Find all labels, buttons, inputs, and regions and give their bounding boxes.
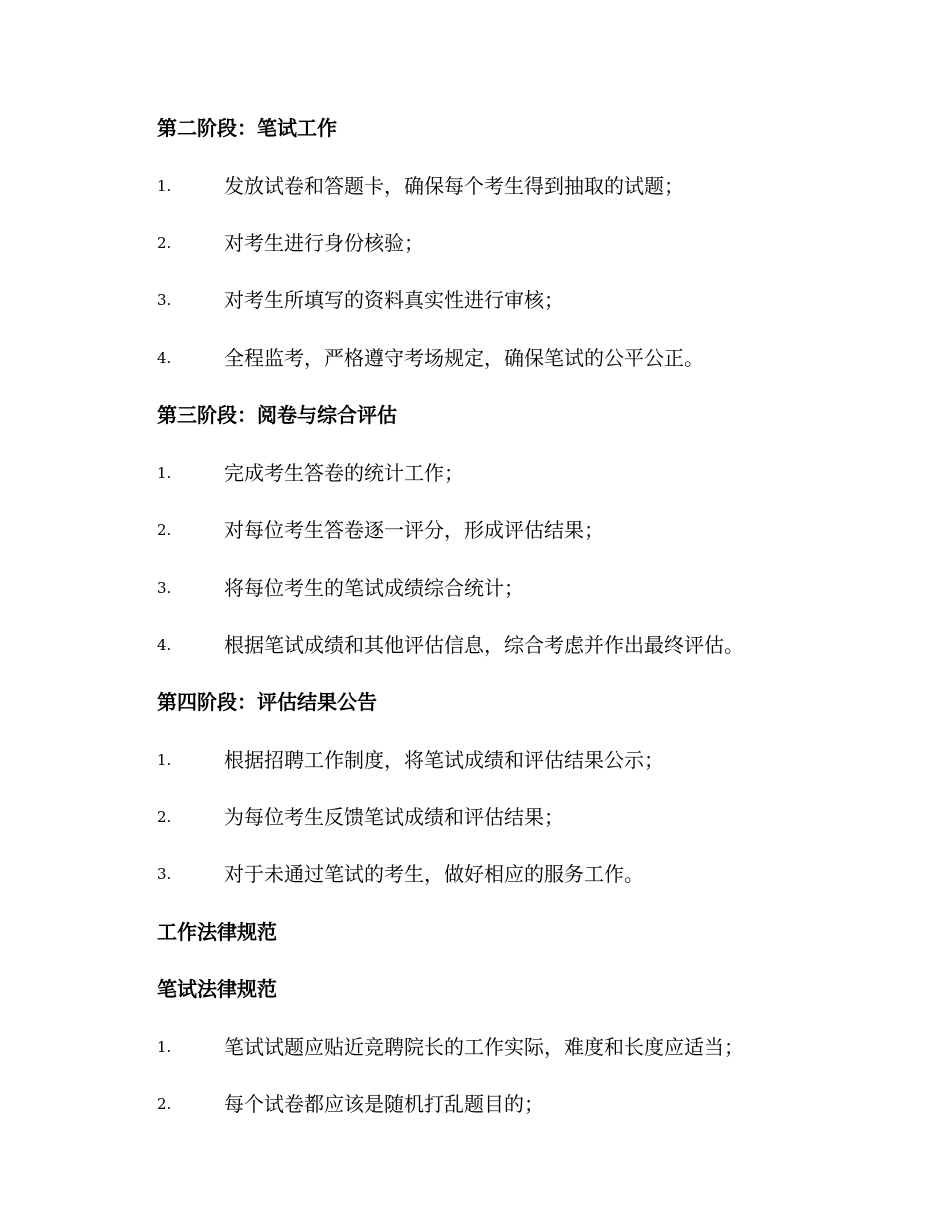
list-item [0,797,950,837]
list-item-number: 1. [157,751,172,769]
section-heading-row [0,682,950,722]
list-item-text: 对每位考生答卷逐一评分，形成评估结果； [224,518,604,542]
list-item-text: 将每位考生的笔试成绩综合统计； [224,576,524,600]
list-item-number: 2. [157,1095,172,1113]
list-item-text: 对考生所填写的资料真实性进行审核； [224,288,564,312]
section-heading: 工作法律规范 [157,920,277,944]
list-item-number: 3. [157,579,172,597]
list-item-number: 2. [157,521,172,539]
list-item [0,338,950,378]
list-item [0,854,950,894]
list-item-text: 根据笔试成绩和其他评估信息，综合考虑并作出最终评估。 [224,633,744,657]
list-item-text: 对于未通过笔试的考生，做好相应的服务工作。 [224,862,644,886]
section-heading: 第四阶段：评估结果公告 [157,690,377,714]
list-item-text: 笔试试题应贴近竞聘院长的工作实际，难度和长度应适当； [224,1035,744,1059]
list-item-text: 根据招聘工作制度，将笔试成绩和评估结果公示； [224,748,664,772]
section-heading: 第二阶段：笔试工作 [157,116,337,140]
list-item-number: 3. [157,291,172,309]
section-heading-row [0,912,950,952]
section-heading: 笔试法律规范 [157,977,277,1001]
list-item [0,510,950,550]
list-item-number: 3. [157,865,172,883]
list-item-text: 完成考生答卷的统计工作； [224,461,464,485]
list-item-text: 为每位考生反馈笔试成绩和评估结果； [224,805,564,829]
list-item [0,1027,950,1067]
list-item-number: 1. [157,177,172,195]
list-item [0,568,950,608]
section-heading-row [0,108,950,148]
list-item [0,740,950,780]
list-item [0,1084,950,1124]
list-item-text: 全程监考，严格遵守考场规定，确保笔试的公平公正。 [224,346,704,370]
list-item [0,223,950,263]
list-item [0,625,950,665]
list-item-text: 对考生进行身份核验； [224,231,424,255]
list-item-number: 2. [157,808,172,826]
list-item-number: 1. [157,1038,172,1056]
list-item-number: 4. [157,349,172,367]
section-heading-row [0,395,950,435]
list-item [0,280,950,320]
list-item-number: 1. [157,464,172,482]
list-item-number: 4. [157,636,172,654]
list-item-number: 2. [157,234,172,252]
section-heading-row [0,969,950,1009]
list-item-text: 发放试卷和答题卡，确保每个考生得到抽取的试题； [224,174,684,198]
list-item [0,453,950,493]
section-heading: 第三阶段：阅卷与综合评估 [157,403,397,427]
list-item-text: 每个试卷都应该是随机打乱题目的； [224,1092,544,1116]
list-item [0,166,950,206]
